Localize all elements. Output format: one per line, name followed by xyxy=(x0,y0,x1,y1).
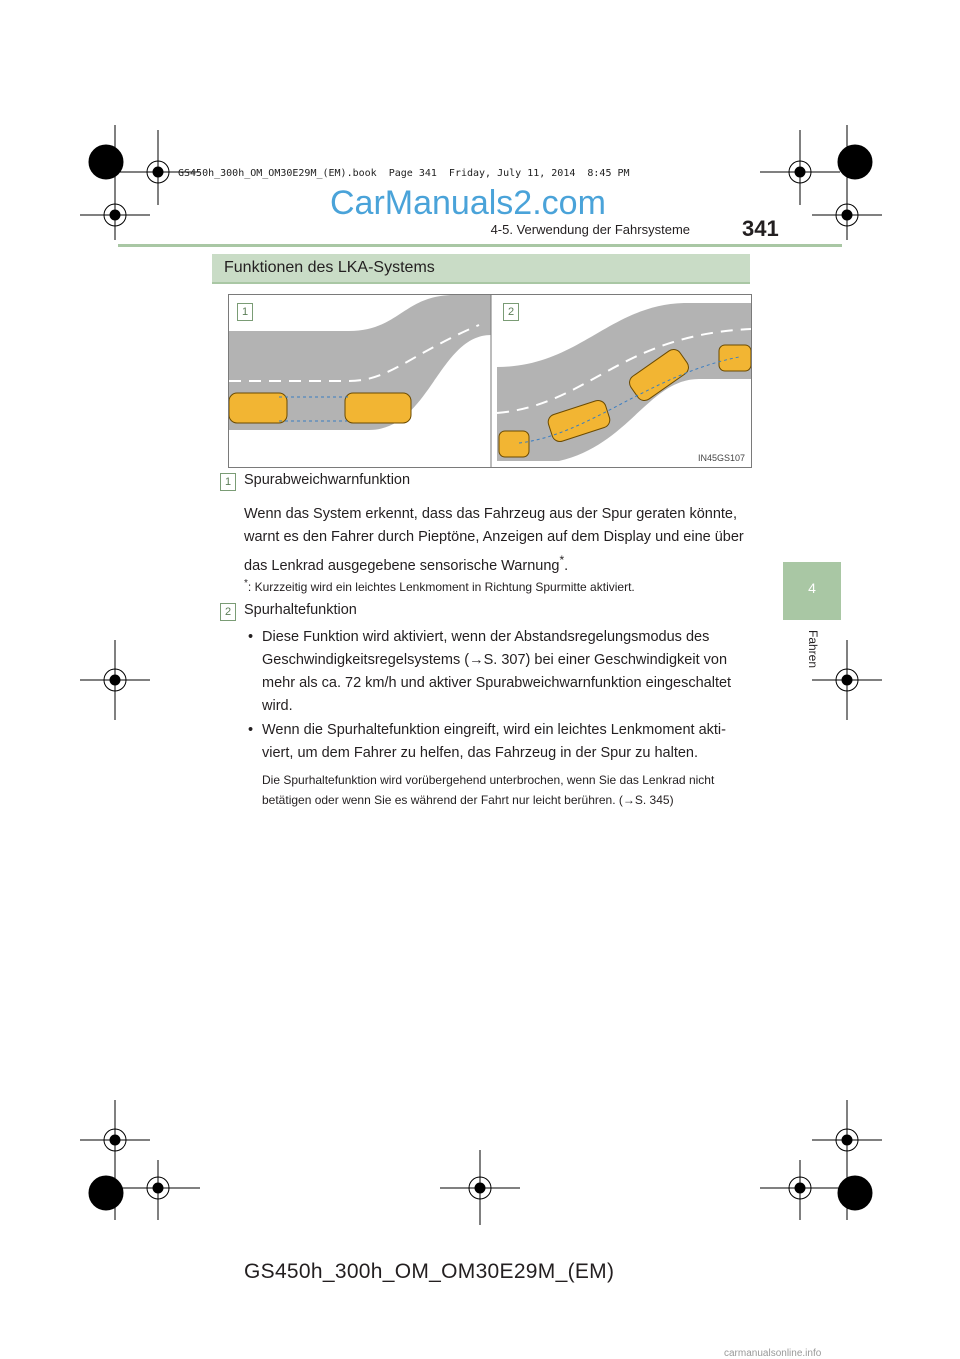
footer-document-code: GS450h_300h_OM_OM30E29M_(EM) xyxy=(244,1260,615,1283)
chapter-tab xyxy=(783,562,841,620)
bullet-1: • Diese Funktion wird aktiviert, wenn der Abstandsregelungsmodus des Geschwindigkeitsregelsystems (→S. 307) bei einer Geschwindigkeit von mehr als ca. 72 km/h und aktiver Spurabweichwarnfunktion eingeschaltet wird. xyxy=(248,629,732,714)
item-number-1: 1 xyxy=(220,473,236,491)
panel-2-lane-keeping xyxy=(497,295,751,467)
item-1-footnote: *: Kurzzeitig wird ein leichtes Lenkmoment in Richtung Spurmitte aktiviert. xyxy=(244,578,635,594)
bullet-2: • Wenn die Spurhaltefunktion eingreift, wird ein leichtes Lenkmoment akti- viert, um dem Fahrer zu helfen, das Fahrzeug in der Spur zu halten. xyxy=(248,722,726,761)
asterisk-mark: * xyxy=(559,553,565,567)
figure-label-1: 1 xyxy=(237,303,253,321)
page-number: 341 xyxy=(742,216,779,241)
item-title-1: Spurabweichwarnfunktion xyxy=(244,472,411,488)
chapter-number: 4 xyxy=(808,580,816,596)
section-box-header xyxy=(212,254,750,284)
lka-illustration xyxy=(228,294,752,468)
item-2-note: Die Spurhaltefunktion wird vorübergehend unterbrochen, wenn Sie das Lenkrad nicht betätigen oder wenn Sie es während der Fahrt nur leicht berühren. (→S. 345) xyxy=(262,773,715,807)
item-number-2: 2 xyxy=(220,603,236,621)
item-1-text: Wenn das System erkennt, dass das Fahrzeug aus der Spur geraten könnte, warnt es den Fahrer durch Pieptöne, Anzeigen auf dem Display und eine über das Lenkrad ausgegebene sensorische Warnung*. xyxy=(244,506,744,574)
book-info-line: GS450h_300h_OM_OM30E29M_(EM).book Page 341 Friday, July 11, 2014 8:45 PM xyxy=(178,168,630,179)
section-title: 4-5. Verwendung der Fahrsysteme xyxy=(490,222,690,237)
figure-code: IN45GS107 xyxy=(697,453,745,463)
bottom-watermark: carmanualsonline.info xyxy=(724,1348,822,1359)
figure-label-2: 2 xyxy=(503,303,519,321)
item-title-2: Spurhaltefunktion xyxy=(244,602,357,618)
watermark-text: CarManuals2.com xyxy=(330,184,606,222)
box-title: Funktionen des LKA-Systems xyxy=(224,259,435,276)
panel-1-lane-departure xyxy=(229,295,491,467)
header-rule xyxy=(118,244,842,247)
